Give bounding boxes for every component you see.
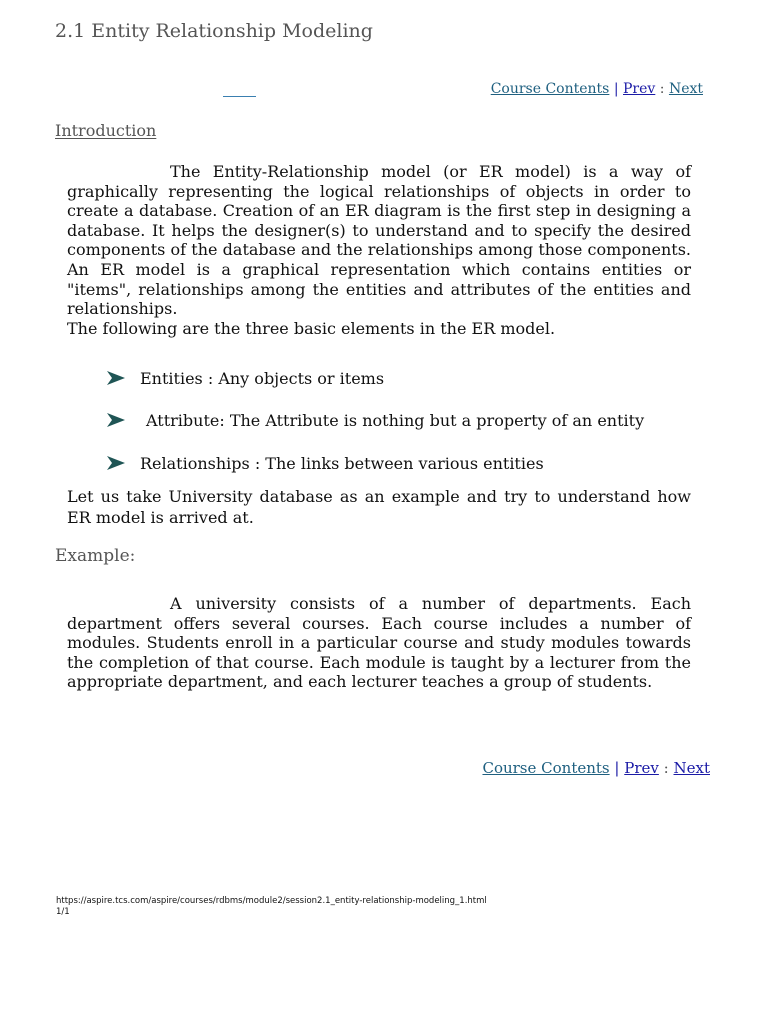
next-link[interactable]: Next <box>673 759 710 777</box>
nav-separator: | <box>614 759 620 777</box>
course-contents-link[interactable]: Course Contents <box>490 81 610 97</box>
prev-link[interactable]: Prev <box>623 81 656 97</box>
list-item <box>107 411 644 430</box>
next-link[interactable]: Next <box>668 81 703 97</box>
arrowhead-bullet-icon <box>107 413 125 427</box>
intro-paragraph <box>67 162 691 319</box>
nav-colon: : <box>663 759 669 777</box>
top-navigation <box>491 81 703 97</box>
list-item-text: Attribute: The Attribute is nothing but a property of an entity <box>146 411 645 430</box>
university-intro-paragraph: Let us take University database as an example and try to understand how ER model is arrived at. <box>67 487 691 527</box>
intro-paragraph-text: The Entity-Relationship model (or ER model) is a way of graphically representing the logical relationships of objects in order to create a database. Creation of an ER diagram is the first step in designing a database. It helps the designer(s) to understand and to specify the desired components of the database and the relationships among those components. An ER model is a graphical representation which contains entities or "items", relationships among the entities and attributes of the entities and relationships. <box>67 162 691 319</box>
example-paragraph <box>67 594 691 692</box>
list-item <box>107 369 384 388</box>
empty-link[interactable] <box>223 96 256 97</box>
footer-url: https://aspire.tcs.com/aspire/courses/rdbms/module2/session2.1_entity-relationship-modeling_1.html <box>56 896 487 906</box>
course-contents-link[interactable]: Course Contents <box>482 759 610 777</box>
list-item <box>107 454 544 473</box>
example-paragraph-text: A university consists of a number of departments. Each department offers several courses. Each course includes a number of modules. Students enroll in a particular course and study modules towards the completion of that course. Each module is taught by a lecturer from the appropriate department, and each lecturer teaches a group of students. <box>67 594 691 692</box>
list-item-text: Relationships : The links between various entities <box>140 454 544 473</box>
nav-colon: : <box>659 81 665 97</box>
list-item-text: Entities : Any objects or items <box>140 369 385 388</box>
arrowhead-bullet-icon <box>107 456 125 470</box>
page-title: 2.1 Entity Relationship Modeling <box>55 20 373 42</box>
footer-page-number: 1/1 <box>56 907 70 917</box>
elements-intro-paragraph: The following are the three basic elements in the ER model. <box>67 319 556 338</box>
bottom-navigation <box>482 759 710 777</box>
arrowhead-bullet-icon <box>107 371 125 385</box>
prev-link[interactable]: Prev <box>624 759 659 777</box>
introduction-heading: Introduction <box>55 121 157 140</box>
nav-separator: | <box>613 81 619 97</box>
example-heading: Example: <box>55 546 136 566</box>
